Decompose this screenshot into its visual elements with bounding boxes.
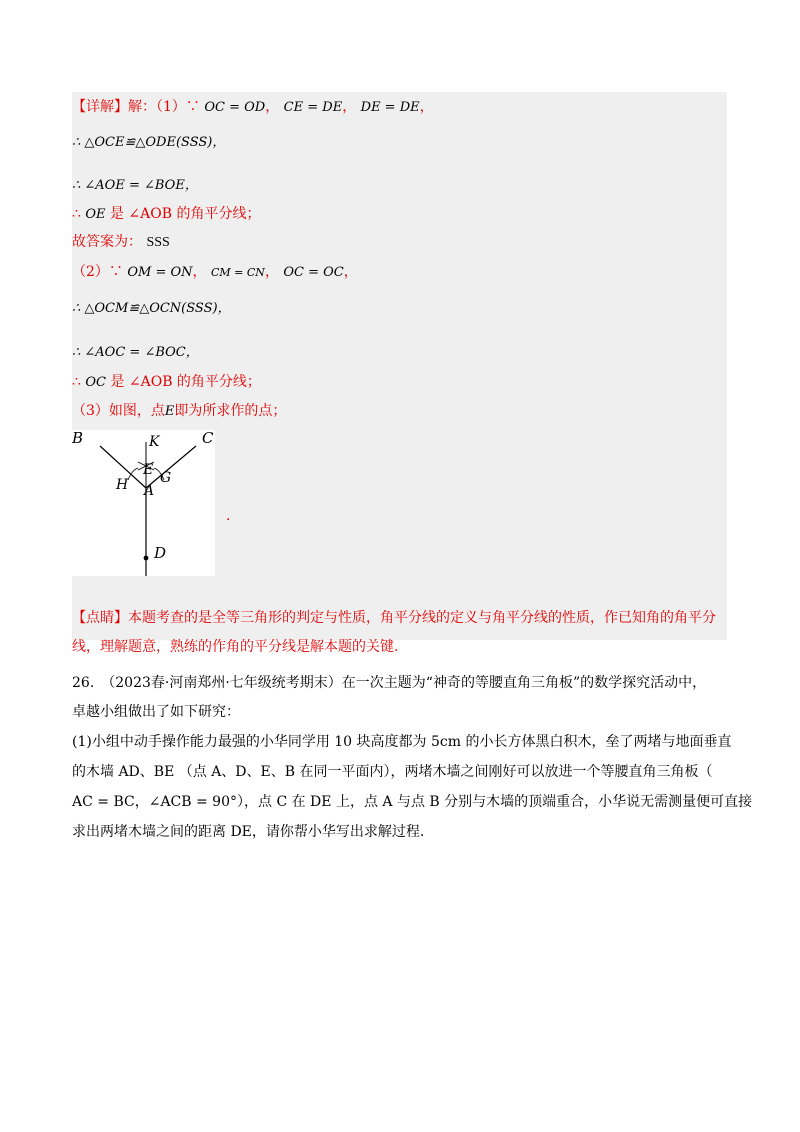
comment-line-2	[72, 637, 398, 657]
answer-line-5	[72, 232, 170, 253]
answer-text: 是 ∠AOB 的角平分线；	[109, 206, 261, 222]
label-D: D	[154, 544, 167, 562]
answer-line-7	[72, 298, 231, 319]
math-expr: SSS	[146, 235, 170, 250]
math-expr: ∴ ∠AOE = ∠BOE，	[72, 178, 198, 193]
label-G: G	[160, 470, 172, 486]
label-K: K	[149, 434, 160, 450]
answer-line-10	[72, 401, 286, 422]
label-E: E	[143, 462, 154, 478]
question-line-4: 的木墙 AD、BE （点 A、D、E、B 在同一平面内），两堵木墙之间刚好可以放进一个等腰直角三角板（	[72, 764, 713, 780]
answer-text: 故答案为：	[72, 234, 142, 250]
math-expr: ∴ △OCM≌△OCN(SSS)，	[72, 301, 231, 316]
question-line-5: AC = BC，∠ACB = 90°），点 C 在 DE 上，点 A 与点 B 分别与木墙的顶端重合，小华说无需测量便可直接	[72, 794, 753, 810]
math-expr: E	[164, 404, 175, 419]
answer-text: 是 ∠AOB 的角平分线；	[110, 374, 261, 390]
math-expr: OC	[85, 375, 106, 390]
answer-text: （3）如图，点	[72, 403, 165, 419]
answer-line-4: ∴ OE 是 ∠AOB 的角平分线；	[72, 206, 261, 222]
math-expr: ∴ △OCE≌△ODE(SSS)，	[72, 135, 226, 150]
answer-text: 即为所求作的点；	[174, 403, 287, 419]
comment-line-1	[72, 608, 716, 628]
math-expr: OC = OD	[204, 100, 266, 115]
label-B: B	[72, 430, 84, 447]
answer-line-3	[72, 175, 198, 196]
math-expr: OC = OC	[283, 265, 344, 280]
question-line-1: 26. （2023春·河南郑州·七年级统考期末）在一次主题为“神奇的等腰直角三角板”的数学探究活动中，	[72, 675, 707, 691]
math-expr: CE = DE	[283, 100, 343, 115]
answer-line-9: ∴ OC 是 ∠AOB 的角平分线；	[72, 374, 261, 390]
comment-text: 本题考查的是全等三角形的判定与性质，角平分线的定义与角平分线的性质，作已知角的角平分	[128, 610, 716, 626]
question-line-6: 求出两堵木墙之间的距离 DE，请你帮小华写出求解过程.	[72, 824, 425, 840]
figure-svg	[72, 430, 215, 576]
figure-period: .	[226, 508, 231, 524]
comment-text: 线，理解题意，熟练的作角的平分线是解本题的关键.	[72, 639, 399, 655]
label-A: A	[144, 483, 155, 499]
question-line-3: (1)小组中动手操作能力最强的小华同学用 10 块高度都为 5cm 的小长方体黑白积木，垒了两堵与地面垂直	[72, 734, 732, 750]
detail-label: 【详解】	[72, 99, 128, 115]
answer-line-1: 【详解】解：（1）∵ OC = OD， CE = DE， DE = DE，	[72, 99, 434, 115]
answer-text: 解：（1）∵	[128, 99, 200, 115]
answer-line-2	[72, 132, 225, 153]
construction-figure	[72, 430, 215, 576]
answer-line-6: （2）∵ OM = ON， CM = CN， OC = OC，	[72, 264, 358, 280]
answer-text: （2）∵	[72, 264, 123, 280]
math-expr: CM = CN	[211, 266, 265, 279]
math-expr: DE = DE	[360, 100, 420, 115]
answer-line-8	[72, 342, 199, 363]
math-expr: ∴ ∠AOC = ∠BOC，	[72, 345, 199, 360]
question-line-2: 卓越小组做出了如下研究：	[72, 704, 240, 720]
comment-label: 【点睛】	[72, 610, 128, 626]
math-expr: OM = ON	[127, 265, 193, 280]
math-expr: OE	[85, 207, 106, 222]
label-C: C	[202, 430, 214, 447]
label-H: H	[116, 477, 129, 493]
